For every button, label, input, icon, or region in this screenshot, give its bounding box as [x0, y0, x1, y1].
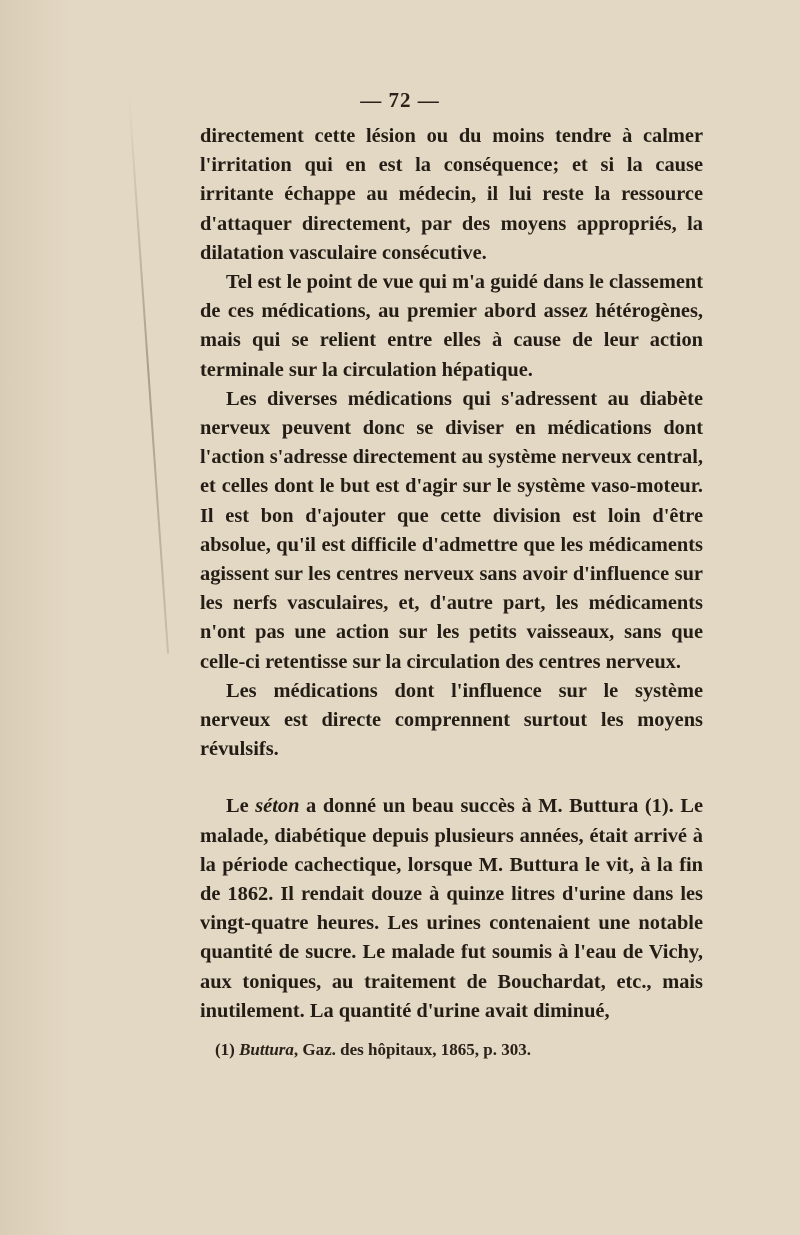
body-text — [200, 122, 703, 1026]
seton-body: a donné un beau succès à M. Buttura (1). Le malade, diabétique depuis plusieurs années, était arrivé à la période cachectique, lorsque M. Buttura le vit, à la fin de 1862. Il rendait douze à quinze litres d'urine dans les vingt-quatre heures. Les urines contenaient une notable quantité de sucre. Le malade fut soumis à l'eau de Vichy, aux toniques, au traitement de Bouchardat, etc., mais inutilement. La quantité d'urine avait diminué, — [200, 795, 704, 1022]
paragraph-revulsive: Les médications dont l'influence sur le système nerveux est directe comprennent surtout les moyens révulsifs. — [200, 679, 703, 761]
footnote-marker: (1) — [215, 1040, 240, 1059]
paragraph-continuation: directement cette lésion ou du moins tendre à calmer l'irritation qui en est la conséquence; et si la cause irritante échappe au médecin, il lui reste la ressource d'attaquer directement, par des moyens appropriés, la dilatation vasculaire consécutive. — [200, 125, 703, 264]
page-number: — 72 — — [360, 88, 440, 112]
footnote — [215, 1040, 531, 1060]
footnote-author: Buttura — [239, 1040, 294, 1059]
paragraph-medications: Les diverses médications qui s'adressent au diabète nerveux peuvent donc se diviser en médications dont l'action s'adresse directement au système nerveux central, et celles dont le but est d'agir sur le système vaso-moteur. Il est bon d'ajouter que cette division est loin d'être absolue, qu'il est difficile d'admettre que les médicaments agissent sur les centres nerveux sans avoir d'influence sur les nerfs vasculaires, et, d'autre part, les médicaments n'ont pas une action sur les petits vaisseaux, sans que celle-ci retentisse sur la circulation des centres nerveux. — [200, 387, 703, 673]
paragraph-classification: Tel est le point de vue qui m'a guidé dans le classement de ces médications, au premier abord assez hétérogènes, mais qui se relient entre elles à cause de leur action terminale sur la circulation hépatique. — [200, 271, 703, 381]
section-gap — [200, 764, 703, 792]
paragraph-seton — [200, 792, 703, 1026]
seton-lead: Le — [226, 795, 256, 818]
seton-term: séton — [255, 795, 300, 818]
page-binding-shadow — [128, 95, 169, 654]
footnote-citation: , Gaz. des hôpitaux, 1865, p. 303. — [293, 1040, 531, 1059]
